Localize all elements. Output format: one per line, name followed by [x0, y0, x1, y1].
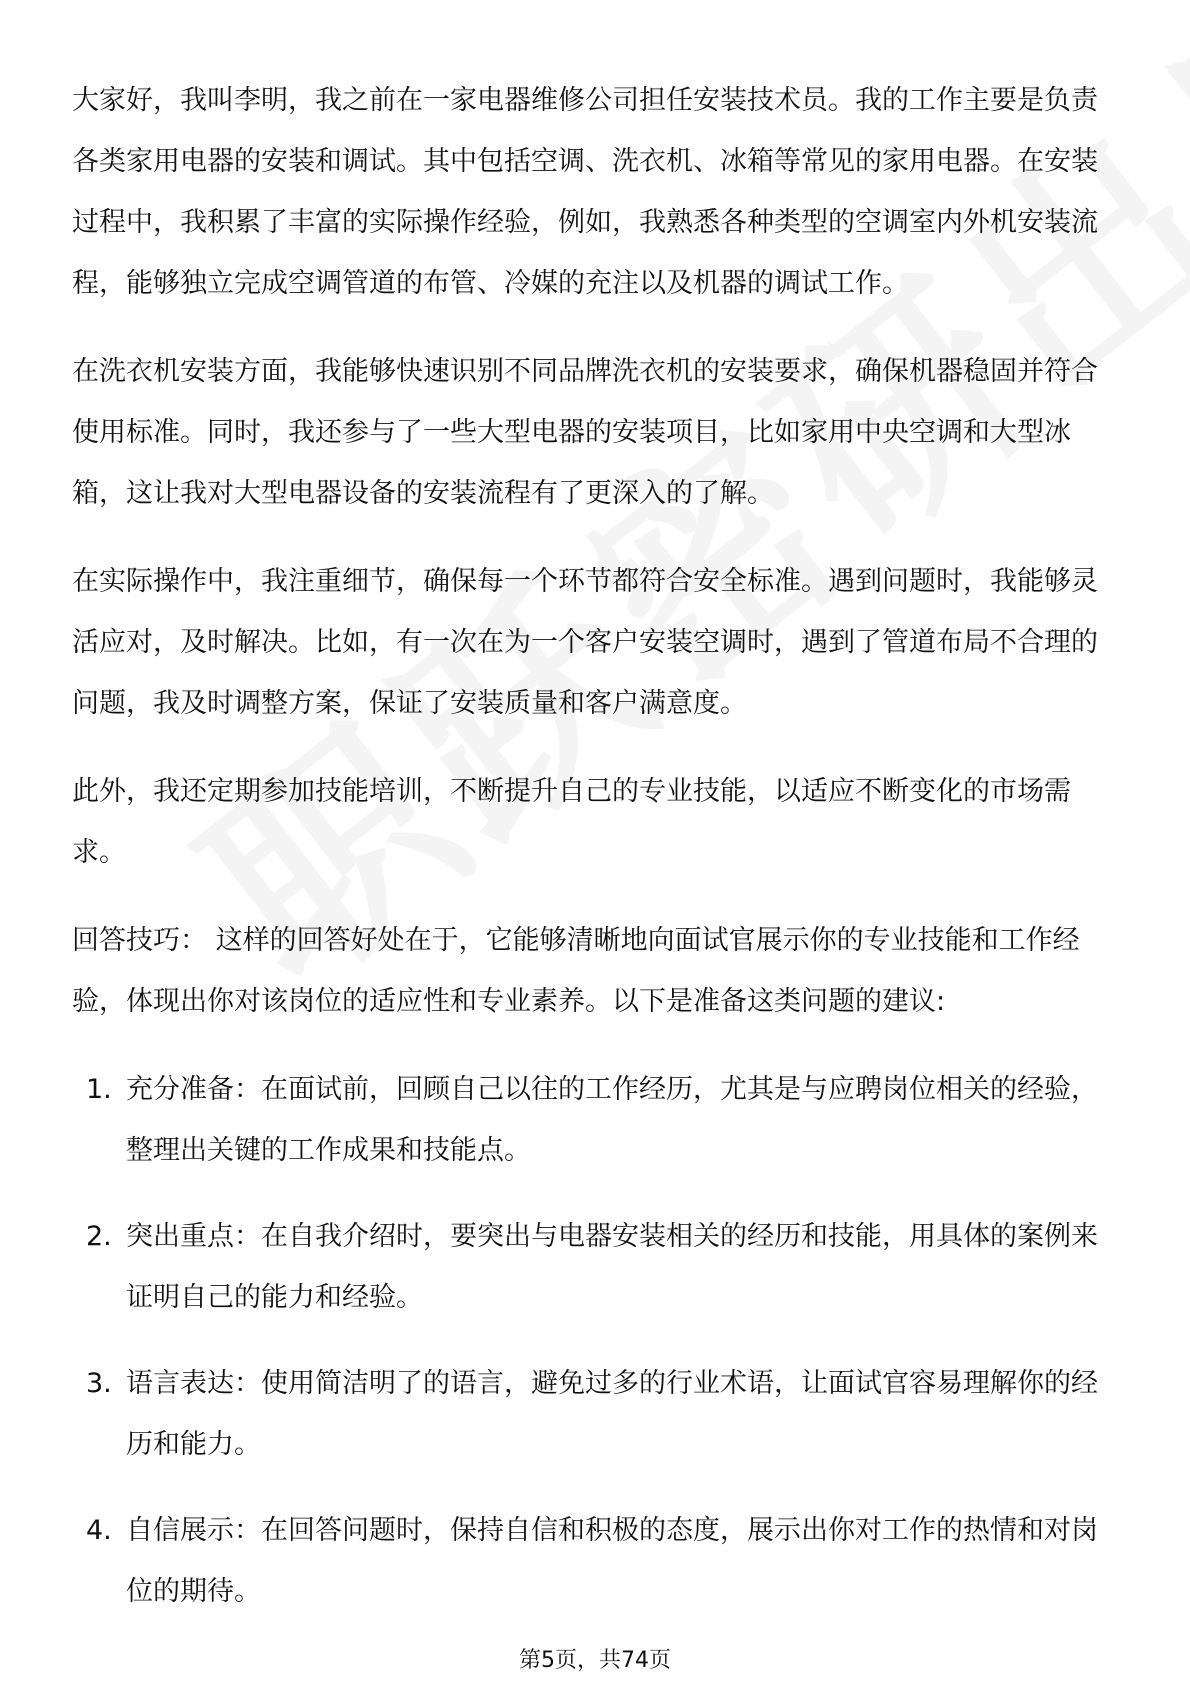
page-number: 第5页，共74页: [519, 1648, 671, 1673]
list-item: [72, 1059, 1122, 1181]
list-item-number: 4.: [86, 1515, 112, 1546]
document-body: [72, 70, 1122, 1647]
list-item-number: 1.: [86, 1074, 112, 1105]
paragraph-answer-tips: 回答技巧： 这样的回答好处在于，它能够清晰地向面试官展示你的专业技能和工作经验，体现出你对该岗位的适应性和专业素养。以下是准备这类问题的建议:: [72, 925, 1080, 1017]
tips-list: [72, 1059, 1122, 1622]
list-item: [72, 1500, 1122, 1622]
list-item-text: 充分准备：在面试前，回顾自己以往的工作经历，尤其是与应聘岗位相关的经验，整理出关键的工作成果和技能点。: [126, 1074, 1098, 1166]
paragraph-washing-machine: 在洗衣机安装方面，我能够快速识别不同品牌洗衣机的安装要求，确保机器稳固并符合使用标准。同时，我还参与了一些大型电器的安装项目，比如家用中央空调和大型冰箱，这让我对大型电器设备的安装流程有了更深入的了解。: [72, 356, 1098, 509]
list-item-text: 语言表达：使用简洁明了的语言，避免过多的行业术语，让面试官容易理解你的经历和能力。: [126, 1368, 1098, 1460]
list-item-text: 自信展示：在回答问题时，保持自信和积极的态度，展示出你对工作的热情和对岗位的期待。: [126, 1515, 1098, 1607]
paragraph-training: 此外，我还定期参加技能培训，不断提升自己的专业技能，以适应不断变化的市场需求。: [72, 776, 1071, 868]
list-item: [72, 1353, 1122, 1475]
list-item-number: 3.: [86, 1368, 112, 1399]
list-item: [72, 1206, 1122, 1328]
paragraph-details: 在实际操作中，我注重细节，确保每一个环节都符合安全标准。遇到问题时，我能够灵活应对，及时解决。比如，有一次在为一个客户安装空调时，遇到了管道布局不合理的问题，我及时调整方案，保证了安装质量和客户满意度。: [72, 566, 1098, 719]
paragraph-intro: 大家好，我叫李明，我之前在一家电器维修公司担任安装技术员。我的工作主要是负责各类家用电器的安装和调试。其中包括空调、洗衣机、冰箱等常见的家用电器。在安装过程中，我积累了丰富的实际操作经验，例如，我熟悉各种类型的空调室内外机安装流程，能够独立完成空调管道的布管、冷媒的充注以及机器的调试工作。: [72, 85, 1098, 299]
list-item-number: 2.: [86, 1221, 112, 1252]
list-item-text: 突出重点：在自我介绍时，要突出与电器安装相关的经历和技能，用具体的案例来证明自己的能力和经验。: [126, 1221, 1098, 1313]
